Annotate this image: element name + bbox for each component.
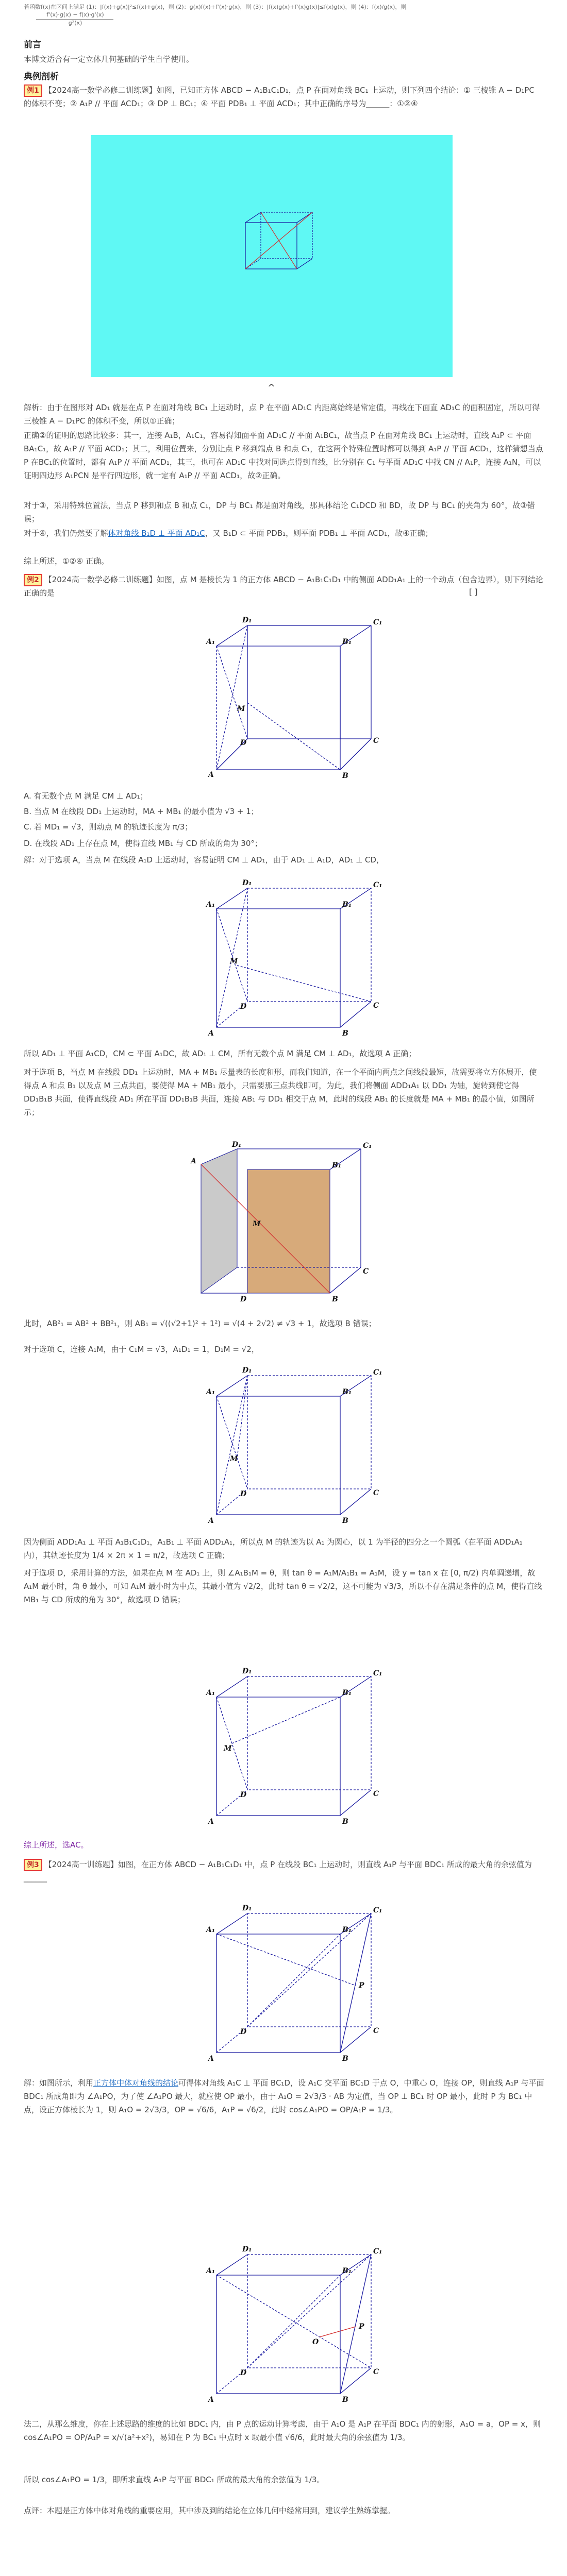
label-C1: C₁ <box>373 618 382 626</box>
q2-figure-3-unfolded <box>170 1139 397 1309</box>
label-C1: C₁ <box>373 881 382 889</box>
q2-analysis-a2: 所以 AD₁ ⊥ 平面 A₁CD，CM ⊂ 平面 A₁DC，故 AD₁ ⊥ CM，所有无数个点 M 满足 CM ⊥ AD₁，故选项 A 正确； <box>24 1049 416 1058</box>
label-B1: B₁ <box>342 1926 352 1934</box>
label-B1: B₁ <box>342 1388 352 1396</box>
q2-figure-5 <box>170 1661 397 1831</box>
label-A1: A₁ <box>206 1388 215 1396</box>
label-C1: C₁ <box>373 1669 382 1677</box>
q2-analysis-d: 对于选项 D，采用计算的方法，如果在点 M 在 AD₁ 上，则 ∠A₁B₁M = θ，则 tan θ = A₁M/A₁B₁ = A₁M，设 y = tan x 在 [0, π/2) 内单调递增，故 A₁M 最小时，角 θ 最小，可知 A₁M 最小时为中点，其最小值为 √2/2，此时 tan θ = √2/2，这不可能为 √3/3，所以不存在满足条件的点 M，使得直线 MB₁ 与 CD 所成的角为 30°，故选项 D 错误； <box>24 1568 542 1604</box>
q2-option-a: A. 有无数个点 M 满足 CM ⊥ AD₁； <box>24 791 148 801</box>
q1-conclusion: 综上所述，①②④ 正确。 <box>24 556 109 566</box>
q2-option-d: D. 在线段 AD₁ 上存在点 M，使得直线 MB₁ 与 CD 所成的角为 30°； <box>24 839 262 848</box>
q1-tag: 例1 <box>24 84 42 97</box>
label-B1: B₁ <box>342 638 352 646</box>
label-D1: D₁ <box>242 2245 252 2253</box>
label-M: M <box>253 1220 261 1228</box>
label-D1: D₁ <box>242 879 252 887</box>
cube-front-face <box>245 223 297 269</box>
label-A1: A₁ <box>206 901 215 909</box>
label-B: B <box>332 1295 338 1303</box>
label-P: P <box>359 2323 364 2331</box>
label-C: C <box>373 1002 379 1010</box>
label-O: O <box>312 2338 319 2346</box>
header-fraction-denominator: g²(x) <box>68 20 82 26</box>
q1-analysis-3: 对于③，采用特殊位置法，当点 P 移到和点 B 和点 C₁，DP 与 BC₁ 都是面对角线，那具体结论 C₁DCD 和 BD，故 DP 与 BC₁ 的夹角为 60°，故③错误； <box>24 501 535 523</box>
shaded-face-left <box>201 1149 237 1293</box>
q3-analysis-3: 所以 cos∠A₁PO = 1/3，即所求直线 A₁P 与平面 BDC₁ 所成的最大角的余弦值为 1/3。 <box>24 2475 325 2484</box>
label-A: A <box>208 1517 214 1525</box>
q2-option-b: B. 当点 M 在线段 DD₁ 上运动时，MA + MB₁ 的最小值为 √3 + 1； <box>24 807 259 816</box>
label-A1: A₁ <box>206 2267 215 2275</box>
q3-analysis-1-post: 可得体对角线 A₁C ⊥ 平面 BC₁D，设 A₁C 交平面 BC₁D 于点 O，中重心 O，连接 OP，则直线 A₁P 与平面 BDC₁ 所成角即为 ∠A₁PO，为了使 ∠A₁PO 最大，就应使 OP 最小，由于 A₁O = 2√3/3 · AB 为定值，当 OP ⊥ BC₁ 时 OP 最小，此时 P 为 BC₁ 中点，设正方体棱长为 1，则 A₁O = 2√3/3，OP = √6/6，A₁P = √6/2，此时 cos∠A₁PO = OP/A₁P = 1/3。 <box>24 2078 544 2114</box>
label-M: M <box>230 1455 238 1463</box>
label-C: C <box>363 1267 369 1276</box>
q3-figure-2 <box>170 2239 397 2409</box>
q2-conclusion-answer: AC <box>70 1840 81 1850</box>
label-C1: C₁ <box>373 1906 382 1914</box>
label-B: B <box>342 1029 348 1038</box>
q3-analysis-2: 法二，从那么维度，你在上述思路的维度的比如 BDC₁ 内，由 P 点的运动计算考虑，由于 A₁O 是 A₁P 在平面 BDC₁ 内的射影，A₁O = a，OP = x，则 cos∠A₁PO = OP/A₁P = x/√(a²+x²)，易知在 P 为 BC₁ 中点时 x 取最小值 √6/6，此时最大角的余弦值为 1/3。 <box>24 2419 541 2442</box>
label-D: D <box>240 1791 247 1799</box>
label-A: A <box>208 1029 214 1038</box>
q2-analysis-b: 对于选项 B，当点 M 在线段 DD₁ 上运动时，MA + MB₁ 尽量表的长度和形，而我们知道，在一个平面内两点之间线段最短，故需要将立方体展开，使得点 A 和点 B₁ 以及点 M 三点共面，要使得 MA + MB₁ 最小，只需要那三点共线即可，为此，我们将侧面 ADD₁A₁ 以 DD₁ 为轴，旋转到使它得 DD₁B₁B 共面，使得直线段 AD₁ 所在平面 DD₁B₁B 共面，连接 AB₁ 与 DD₁ 相交于点 M，此时的线段 AB₁ 的长度就是 MA + MB₁ 的最小值，如图所示； <box>24 1067 537 1117</box>
q2-conclusion <box>24 1838 544 1852</box>
q1-analysis-4-pre: 对于④，我们仍然要了解 <box>24 529 108 538</box>
q2-question: 【2024高一数学必修二训练题】如图，点 M 是棱长为 1 的正方体 ABCD − A₁B₁C₁D₁ 中的侧面 ADD₁A₁ 上的一个动点（包含边界），则下列结论正确的是 <box>24 575 543 598</box>
q2-text <box>24 573 544 600</box>
label-D1: D₁ <box>232 1141 242 1149</box>
label-B: B <box>342 1517 348 1525</box>
preface-text: 本博文适合有一定立体几何基础的学生自学使用。 <box>24 55 194 64</box>
q2-tag: 例2 <box>24 574 42 586</box>
video-player[interactable] <box>91 135 453 377</box>
label-P: P <box>359 1981 364 1990</box>
label-B1: B₁ <box>342 2267 352 2275</box>
q3-analysis-1 <box>24 2076 544 2116</box>
label-D: D <box>240 739 247 747</box>
label-C1: C₁ <box>363 1142 372 1150</box>
label-D1: D₁ <box>242 1904 252 1912</box>
label-C: C <box>373 2027 379 2035</box>
q3-tag: 例3 <box>24 1859 42 1871</box>
label-D: D <box>240 1003 247 1011</box>
header-line-1: 若函数f(x)在区间上满足 (1)：|f(x)+g(x)|²≤f(x)+g(x)，则 (2)：g(x)f(x)+f'(x)·g(x)，则 (3)：|f(x)g(x)+f'(x)g(x)|≤f(x)g(x)，则 (4)：f(x)/g(x)，则 <box>24 4 407 10</box>
q2-answer-bracket: [ ] <box>469 587 478 597</box>
label-B: B <box>342 1818 348 1826</box>
label-B1: B₁ <box>332 1161 341 1170</box>
label-C1: C₁ <box>373 1368 382 1377</box>
label-B: B <box>342 772 348 780</box>
q3-text <box>24 1858 544 1885</box>
label-B: B <box>342 2396 348 2404</box>
q2-figure-2 <box>170 873 397 1043</box>
label-B1: B₁ <box>342 1689 352 1697</box>
label-A1: A₁ <box>206 638 215 646</box>
shaded-face-right <box>247 1170 330 1293</box>
q2-figure-4 <box>170 1360 397 1530</box>
video-cube-figure <box>91 135 453 377</box>
q1-analysis-4-link[interactable]: 体对角线 B₁D ⊥ 平面 AD₁C <box>108 529 205 538</box>
q2-option-c: C. 若 MD₁ = √3，则动点 M 的轨迹长度为 π/3； <box>24 822 193 832</box>
label-D1: D₁ <box>242 1366 252 1375</box>
label-D: D <box>240 2369 247 2377</box>
label-A: A <box>208 2055 214 2063</box>
collapse-chevron-icon[interactable]: ^ <box>268 382 276 393</box>
q1-analysis-4 <box>24 527 544 540</box>
label-M: M <box>230 957 238 965</box>
label-C: C <box>373 1489 379 1497</box>
label-D: D <box>240 2028 247 2036</box>
q2-figure-1 <box>170 610 397 785</box>
section-title: 典例剖析 <box>24 72 59 82</box>
q1-analysis-2: 正确②的证明的思路比较多：其一，连接 A₁B，A₁C₁，容易得知面平面 AD₁C // 平面 A₁BC₁，故当点 P 在面对角线 BC₁ 上运动时，直线 A₁P ⊂ 平面 BA₁C₁，故 A₁P // 平面 ACD₁；其二，利用位置来，分别让点 P 移到端点 B 和点 C₁，在这两个特殊位置时都可以得到 A₁P // 平面 ACD₁，这样猜想当点 P 在BC₁的位置时，都有 A₁P // 平面 ACD₁，其三，也可在 AD₁C 中找对同选点得到直线，比分别在 C₁ 与平面 AD₁C 中找 CN // A₁P，连接 A₁N，可以证明四边形 A₁PCN 是平行四边形，就一定有 A₁P // 平面 ACD₁，故②正确。 <box>24 431 543 480</box>
label-A1: A₁ <box>206 1689 215 1697</box>
q3-question: 【2024高一训练题】如图，在正方体 ABCD − A₁B₁C₁D₁ 中，点 P 在线段 BC₁ 上运动时，则直线 A₁P 与平面 BDC₁ 所成的最大角的余弦值为______ <box>24 1860 532 1883</box>
label-A: A <box>208 2396 214 2404</box>
q2-analysis-b2: 此时，AB²₁ = AB² + BB²₁，则 AB₁ = √((√2+1)² + 1²) = √(4 + 2√2) ≠ √3 + 1，故选项 B 错误； <box>24 1319 376 1328</box>
label-M: M <box>237 705 245 713</box>
header-fraction-numerator: f'(x)·g(x) − f(x)·g'(x) <box>46 11 104 18</box>
q3-analysis-4: 点评：本题是正方体中体对角线的重要应用，其中涉及到的结论在立体几何中经常用到，建议学生熟练掌握。 <box>24 2506 395 2515</box>
q2-analysis-c: 对于选项 C，连接 A₁M，由于 C₁M = √3，A₁D₁ = 1，D₁M = √2， <box>24 1345 259 1354</box>
label-C1: C₁ <box>373 2247 382 2256</box>
label-A: A <box>191 1157 196 1165</box>
label-D: D <box>240 1295 247 1303</box>
label-A: A <box>208 1818 214 1826</box>
label-A1: A₁ <box>206 1926 215 1934</box>
q3-analysis-1-pre: 解：如图所示，利用 <box>24 2078 94 2088</box>
label-D: D <box>240 1490 247 1498</box>
label-D1: D₁ <box>242 616 252 624</box>
label-C: C <box>373 2368 379 2376</box>
label-M: M <box>224 1744 232 1753</box>
q2-conclusion-post: 。 <box>80 1840 89 1850</box>
label-A: A <box>208 771 214 779</box>
q2-analysis-c2: 因为侧面 ADD₁A₁ ⊥ 平面 A₁B₁C₁D₁，A₁B₁ ⊥ 平面 ADD₁A₁，所以点 M 的轨迹为以 A₁ 为圆心，以 1 为半径的四分之一个圆弧（在平面 ADD₁A₁ 内），其轨迹长度为 1/4 × 2π × 1 = π/2，故选项 C 正确； <box>24 1537 523 1560</box>
q1-text <box>24 83 544 110</box>
q1-analysis-4-post: ，又 B₁D ⊂ 平面 PDB₁，则平面 PDB₁ ⊥ 平面 ACD₁，故④正确； <box>205 529 433 538</box>
label-B: B <box>342 2055 348 2063</box>
q3-analysis-1-link[interactable]: 正方体中体对角线的结论 <box>93 2078 179 2088</box>
label-D1: D₁ <box>242 1667 252 1675</box>
q2-analysis-a: 解：对于选项 A，当点 M 在线段 A₁D 上运动时，容易证明 CM ⊥ AD₁，由于 AD₁ ⊥ A₁D，AD₁ ⊥ CD， <box>24 855 384 865</box>
label-C: C <box>373 1790 379 1798</box>
cube-back-face <box>261 212 312 259</box>
q1-question: 【2024高一数学必修二训练题】如图，已知正方体 ABCD − A₁B₁C₁D₁，点 P 在面对角线 BC₁ 上运动，则下列四个结论：① 三棱锥 A − D₁PC 的体积不变；② A₁P // 平面 ACD₁；③ DP ⊥ BC₁；④ 平面 PDB₁ ⊥ 平面 ACD₁；其中正确的序号为______：①②④ <box>24 86 535 108</box>
label-C: C <box>373 737 379 745</box>
q1-analysis-1: 解析：由于在图形对 AD₁ 就是在点 P 在面对角线 BC₁ 上运动时，点 P 在平面 AD₁C 内距离始终是常定值，再线在下面直 AD₁C 的面积固定，所以可得三棱锥 A − D₁PC 的体积不变，所以①正确； <box>24 403 540 426</box>
q3-figure-1 <box>170 1898 397 2068</box>
label-B1: B₁ <box>342 901 352 909</box>
q2-conclusion-pre: 综上所述，选 <box>24 1840 71 1850</box>
preface-title: 前言 <box>24 40 41 50</box>
